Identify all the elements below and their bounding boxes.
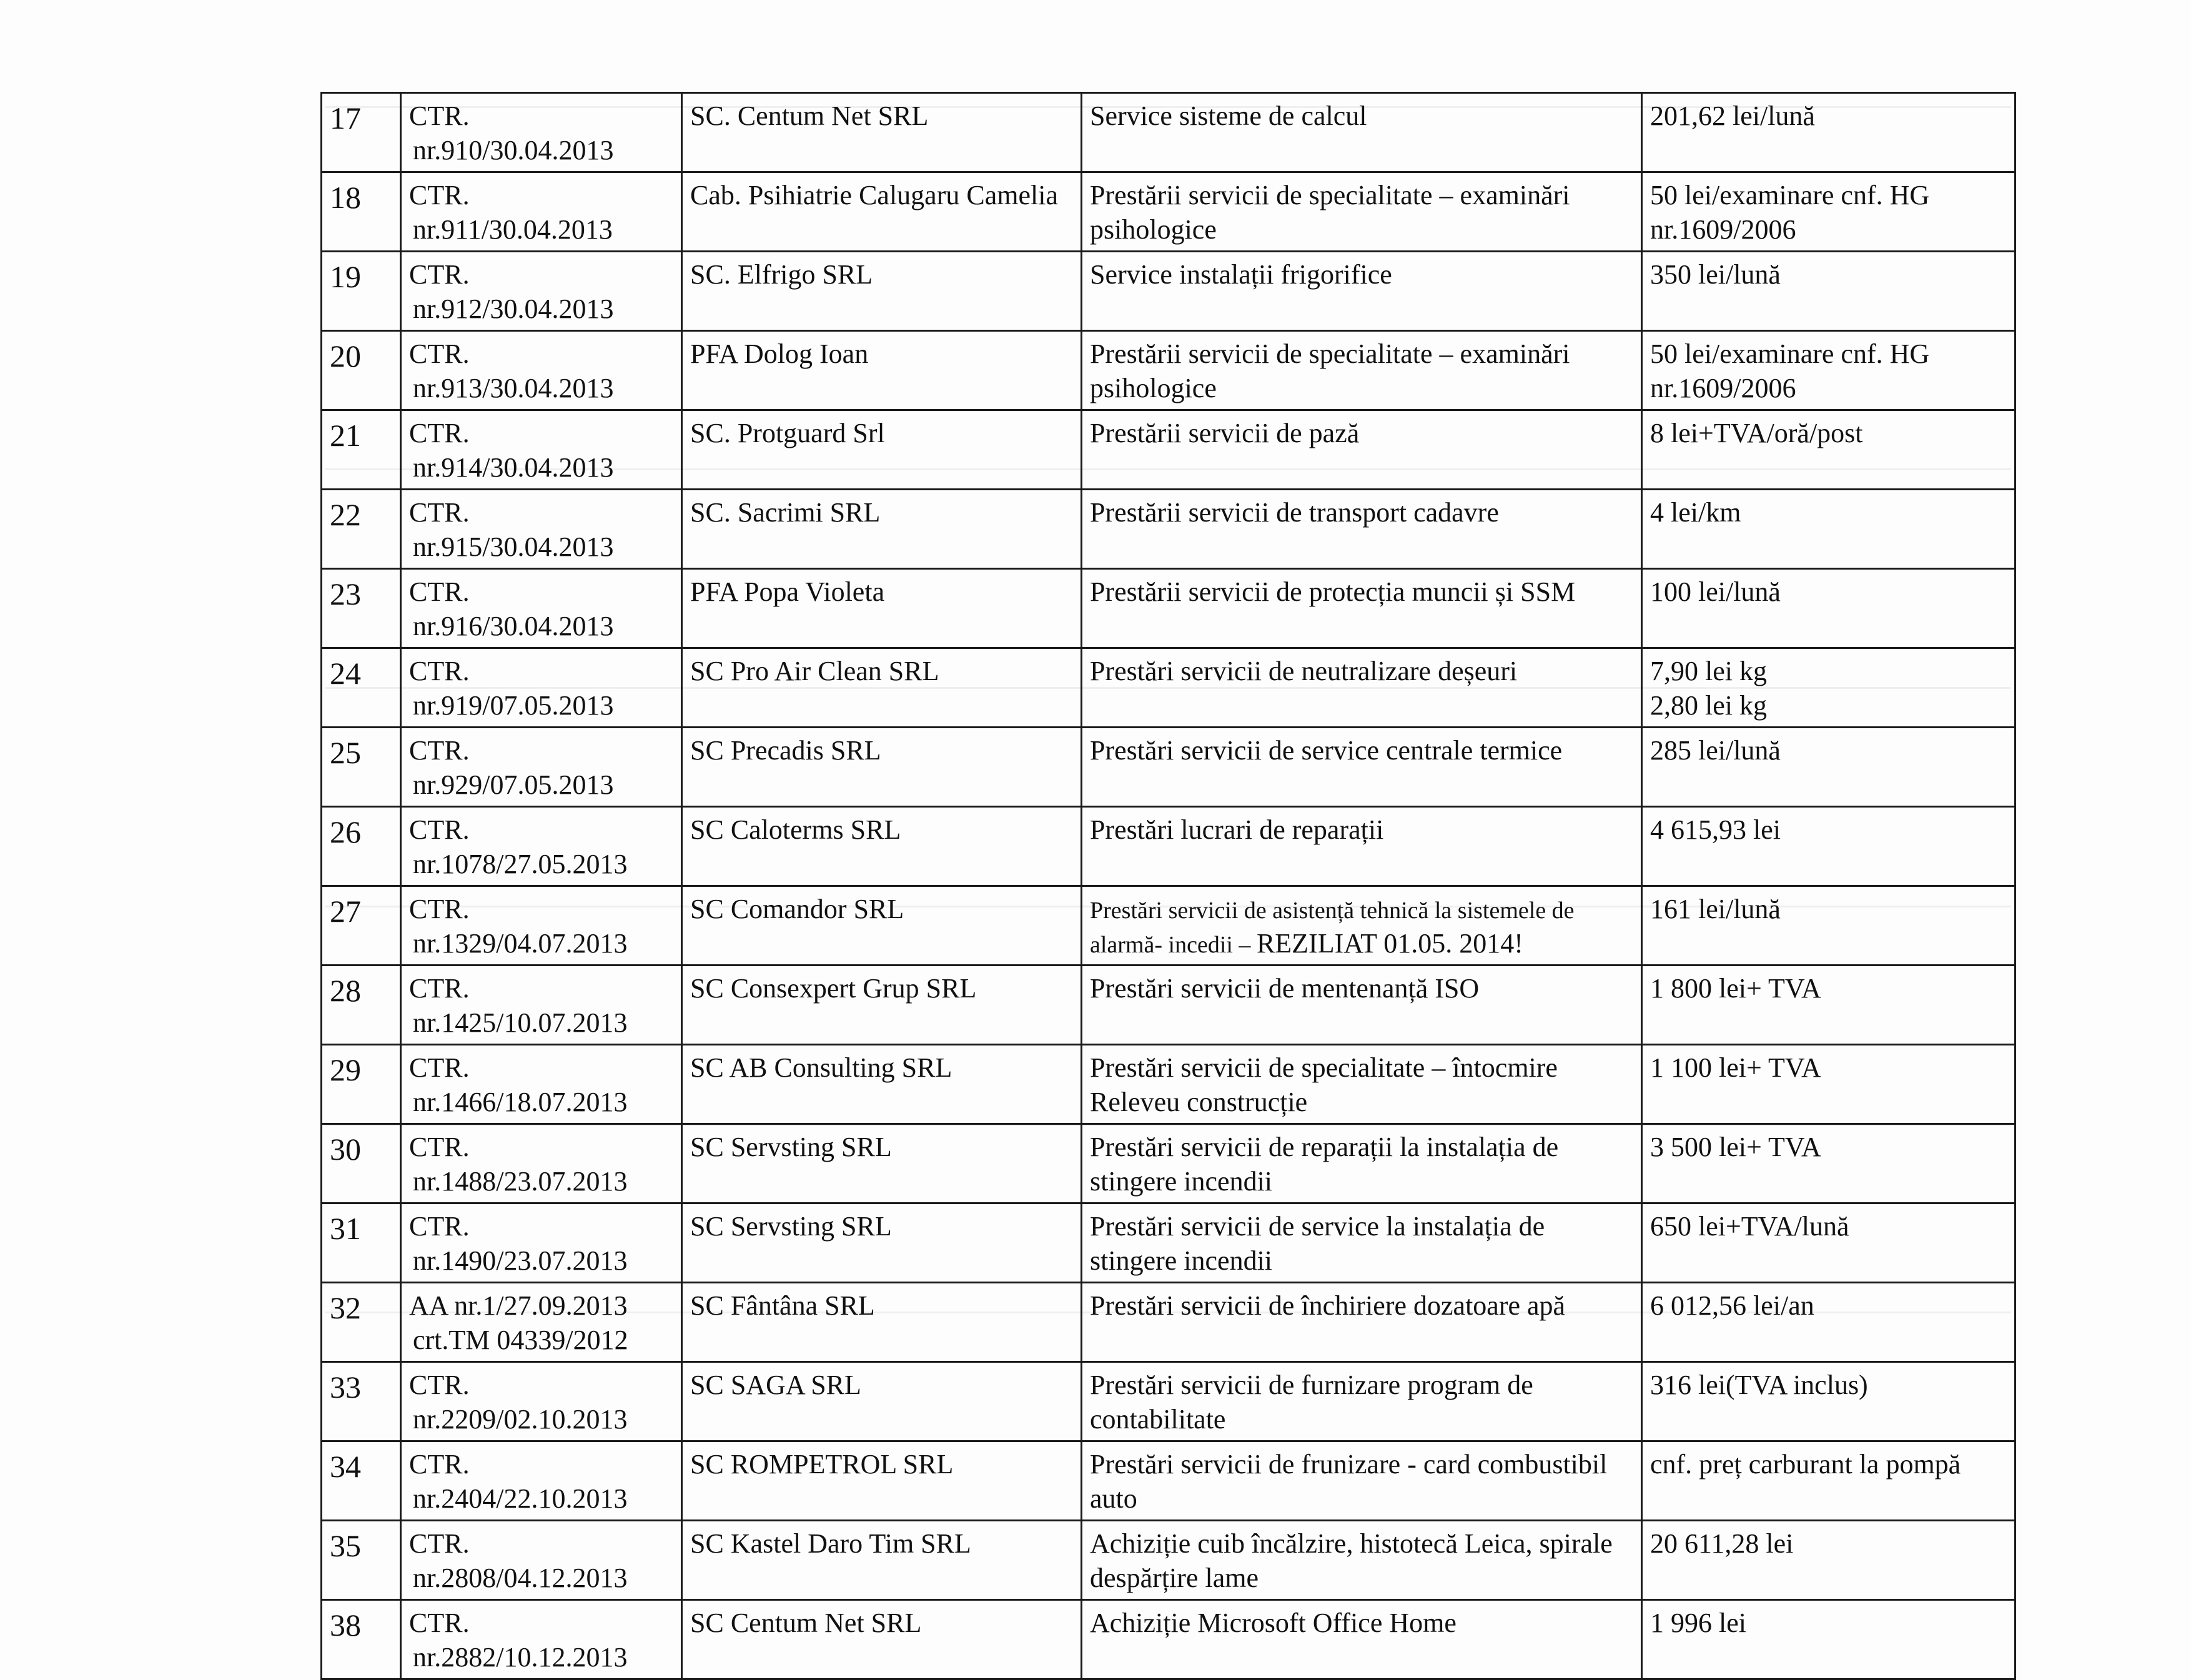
contract-object xyxy=(1082,648,1642,728)
contract-object-text: Achiziție Microsoft Office Home xyxy=(1090,1608,1457,1638)
row-number: 23 xyxy=(322,569,401,648)
company-name: SC. Centum Net SRL xyxy=(682,93,1082,172)
contract-reference: nr.2404/22.10.2013 xyxy=(413,1483,628,1514)
contract-reference: nr.912/30.04.2013 xyxy=(413,294,614,324)
contract-object xyxy=(1082,807,1642,886)
contract-number-cell xyxy=(401,648,682,728)
company-name: SC Fântâna SRL xyxy=(682,1283,1082,1362)
contract-number-cell xyxy=(401,728,682,807)
contract-value xyxy=(1642,252,2015,331)
contract-object xyxy=(1082,1441,1642,1521)
contract-object xyxy=(1082,728,1642,807)
table-row xyxy=(322,331,2015,410)
contract-type: CTR. xyxy=(409,973,470,1004)
contract-value-text: 1 100 lei+ TVA xyxy=(1650,1052,1821,1083)
table-row xyxy=(322,93,2015,172)
company-name: SC ROMPETROL SRL xyxy=(682,1441,1082,1521)
contract-reference: nr.2209/02.10.2013 xyxy=(413,1404,628,1435)
contract-reference: nr.1425/10.07.2013 xyxy=(413,1007,628,1038)
contract-value xyxy=(1642,886,2015,966)
contract-number-cell xyxy=(401,1441,682,1521)
contract-value-text: 100 lei/lună xyxy=(1650,576,1781,607)
table-row xyxy=(322,569,2015,648)
table-row xyxy=(322,648,2015,728)
contract-type: CTR. xyxy=(409,338,470,369)
row-number: 29 xyxy=(322,1045,401,1124)
contract-object xyxy=(1082,1283,1642,1362)
contract-type: CTR. xyxy=(409,497,470,528)
contract-object xyxy=(1082,252,1642,331)
contract-reference: nr.1466/18.07.2013 xyxy=(413,1087,628,1117)
company-name: SC. Sacrimi SRL xyxy=(682,490,1082,569)
contract-value xyxy=(1642,1521,2015,1600)
contract-reference: nr.911/30.04.2013 xyxy=(413,214,613,245)
contract-type: CTR. xyxy=(409,101,470,131)
contract-type: AA nr.1/27.09.2013 xyxy=(409,1290,628,1321)
table-row xyxy=(322,1283,2015,1362)
contract-reference: nr.919/07.05.2013 xyxy=(413,690,614,721)
contract-type: CTR. xyxy=(409,1132,470,1162)
contract-value-text: 4 615,93 lei xyxy=(1650,814,1781,845)
contract-value-text: 7,90 lei kg xyxy=(1650,656,1767,686)
contract-number-cell xyxy=(401,172,682,252)
company-name: SC Centum Net SRL xyxy=(682,1600,1082,1679)
contract-object-text: Service sisteme de calcul xyxy=(1090,101,1367,131)
row-number: 34 xyxy=(322,1441,401,1521)
contract-number-cell xyxy=(401,1124,682,1203)
contract-object xyxy=(1082,93,1642,172)
contract-object-text: Prestării servicii de specialitate – examinări psihologice xyxy=(1090,180,1570,245)
contract-type: CTR. xyxy=(409,814,470,845)
row-number: 33 xyxy=(322,1362,401,1441)
contract-reference: nr.915/30.04.2013 xyxy=(413,531,614,562)
contract-number-cell xyxy=(401,1521,682,1600)
contract-value xyxy=(1642,648,2015,728)
contract-value-text: 6 012,56 lei/an xyxy=(1650,1290,1814,1321)
row-number: 20 xyxy=(322,331,401,410)
contract-value xyxy=(1642,1283,2015,1362)
contract-type: CTR. xyxy=(409,1370,470,1400)
contract-value xyxy=(1642,1362,2015,1441)
contract-value-text: 285 lei/lună xyxy=(1650,735,1781,766)
contract-object-text: Prestări servicii de frunizare - card combustibil auto xyxy=(1090,1449,1608,1514)
row-number: 25 xyxy=(322,728,401,807)
contract-value xyxy=(1642,1045,2015,1124)
row-number: 35 xyxy=(322,1521,401,1600)
row-number: 31 xyxy=(322,1203,401,1283)
table-row xyxy=(322,1045,2015,1124)
company-name: SC SAGA SRL xyxy=(682,1362,1082,1441)
table-row xyxy=(322,410,2015,490)
contract-type: CTR. xyxy=(409,735,470,766)
company-name: SC AB Consulting SRL xyxy=(682,1045,1082,1124)
company-name: SC Consexpert Grup SRL xyxy=(682,966,1082,1045)
contract-object xyxy=(1082,410,1642,490)
company-name: SC Servsting SRL xyxy=(682,1124,1082,1203)
row-number: 22 xyxy=(322,490,401,569)
table-row xyxy=(322,886,2015,966)
contract-number-cell xyxy=(401,807,682,886)
table-row xyxy=(322,1441,2015,1521)
contract-number-cell xyxy=(401,1203,682,1283)
contract-type: CTR. xyxy=(409,1052,470,1083)
contract-object-text: Service instalații frigorifice xyxy=(1090,259,1392,290)
contract-object-text: Prestări servicii de reparații la instalația de stingere incendii xyxy=(1090,1132,1559,1197)
contract-value-text: 650 lei+TVA/lună xyxy=(1650,1211,1849,1242)
contract-object-text: Prestări servicii de service la instalația de stingere incendii xyxy=(1090,1211,1545,1276)
contract-number-cell xyxy=(401,93,682,172)
contract-value-text: 201,62 lei/lună xyxy=(1650,101,1815,131)
contract-object xyxy=(1082,1045,1642,1124)
termination-note: REZILIAT 01.05. 2014! xyxy=(1256,928,1523,959)
contract-type: CTR. xyxy=(409,180,470,210)
contract-reference: nr.913/30.04.2013 xyxy=(413,373,614,403)
contract-value xyxy=(1642,966,2015,1045)
table-row xyxy=(322,490,2015,569)
contract-number-cell xyxy=(401,1362,682,1441)
contract-value xyxy=(1642,1441,2015,1521)
row-number: 18 xyxy=(322,172,401,252)
row-number: 24 xyxy=(322,648,401,728)
company-name: SC. Elfrigo SRL xyxy=(682,252,1082,331)
contract-value-text: 50 lei/examinare cnf. HG nr.1609/2006 xyxy=(1650,338,1930,403)
contract-number-cell xyxy=(401,966,682,1045)
company-name: PFA Popa Violeta xyxy=(682,569,1082,648)
row-number: 30 xyxy=(322,1124,401,1203)
contracts-table-body xyxy=(322,93,2015,1679)
contract-object xyxy=(1082,1600,1642,1679)
contract-number-cell xyxy=(401,569,682,648)
table-row xyxy=(322,1203,2015,1283)
contract-type: CTR. xyxy=(409,1211,470,1242)
contract-object-text: Prestări servicii de furnizare program de contabilitate xyxy=(1090,1370,1533,1435)
contract-reference: nr.914/30.04.2013 xyxy=(413,452,614,483)
company-name: SC Comandor SRL xyxy=(682,886,1082,966)
row-number: 19 xyxy=(322,252,401,331)
company-name: SC Caloterms SRL xyxy=(682,807,1082,886)
contract-reference: nr.910/30.04.2013 xyxy=(413,135,614,166)
contract-value xyxy=(1642,1124,2015,1203)
contract-type: CTR. xyxy=(409,576,470,607)
contract-value xyxy=(1642,410,2015,490)
table-row xyxy=(322,172,2015,252)
contract-object-text: Prestări servicii de mentenanță ISO xyxy=(1090,973,1480,1004)
contract-object xyxy=(1082,490,1642,569)
contract-object xyxy=(1082,1124,1642,1203)
company-name: Cab. Psihiatrie Calugaru Camelia xyxy=(682,172,1082,252)
contract-value-text: 3 500 lei+ TVA xyxy=(1650,1132,1821,1162)
contract-number-cell xyxy=(401,331,682,410)
company-name: SC. Protguard Srl xyxy=(682,410,1082,490)
contract-type: CTR. xyxy=(409,259,470,290)
contract-object-text: Prestări servicii de închiriere dozatoare apă xyxy=(1090,1290,1566,1321)
contract-value-text: 20 611,28 lei xyxy=(1650,1528,1794,1559)
contract-object-text: Prestării servicii de pază xyxy=(1090,418,1360,448)
contract-object-text: Prestării servicii de specialitate – examinări psihologice xyxy=(1090,338,1570,403)
contract-value xyxy=(1642,172,2015,252)
contract-value-text: cnf. preț carburant la pompă xyxy=(1650,1449,1961,1480)
contract-reference: nr.1490/23.07.2013 xyxy=(413,1245,628,1276)
contract-number-cell xyxy=(401,410,682,490)
row-number: 17 xyxy=(322,93,401,172)
contract-value-text: 350 lei/lună xyxy=(1650,259,1781,290)
contract-number-cell xyxy=(401,886,682,966)
contract-value xyxy=(1642,490,2015,569)
company-name: SC Precadis SRL xyxy=(682,728,1082,807)
contract-number-cell xyxy=(401,490,682,569)
contract-reference: nr.1329/04.07.2013 xyxy=(413,928,628,959)
contract-value xyxy=(1642,331,2015,410)
table-row xyxy=(322,807,2015,886)
contract-object xyxy=(1082,1203,1642,1283)
contract-value xyxy=(1642,807,2015,886)
contract-object-text: Prestări lucrari de reparații xyxy=(1090,814,1384,845)
contract-value-text: 1 800 lei+ TVA xyxy=(1650,973,1821,1004)
table-row xyxy=(322,1521,2015,1600)
row-number: 26 xyxy=(322,807,401,886)
contract-type: CTR. xyxy=(409,894,470,924)
contract-object xyxy=(1082,172,1642,252)
contract-value-text: 1 996 lei xyxy=(1650,1608,1746,1638)
contract-reference: nr.929/07.05.2013 xyxy=(413,769,614,800)
company-name: SC Kastel Daro Tim SRL xyxy=(682,1521,1082,1600)
table-row xyxy=(322,728,2015,807)
contract-number-cell xyxy=(401,1045,682,1124)
contract-number-cell xyxy=(401,1600,682,1679)
contract-object-text: Prestării servicii de transport cadavre xyxy=(1090,497,1499,528)
row-number: 32 xyxy=(322,1283,401,1362)
contract-value xyxy=(1642,1600,2015,1679)
company-name: PFA Dolog Ioan xyxy=(682,331,1082,410)
contract-object xyxy=(1082,1521,1642,1600)
row-number: 38 xyxy=(322,1600,401,1679)
table-row xyxy=(322,966,2015,1045)
contract-object-text: Achiziție cuib încălzire, histotecă Leica, spirale despărțire lame xyxy=(1090,1528,1613,1593)
contract-value xyxy=(1642,569,2015,648)
contract-value-text: 8 lei+TVA/oră/post xyxy=(1650,418,1863,448)
table-row xyxy=(322,1600,2015,1679)
contract-object xyxy=(1082,569,1642,648)
contract-object xyxy=(1082,886,1642,966)
contract-value xyxy=(1642,1203,2015,1283)
contract-value-text: 50 lei/examinare cnf. HG nr.1609/2006 xyxy=(1650,180,1930,245)
contract-reference: nr.1488/23.07.2013 xyxy=(413,1166,628,1197)
company-name: SC Servsting SRL xyxy=(682,1203,1082,1283)
contract-value-text: 4 lei/km xyxy=(1650,497,1741,528)
company-name: SC Pro Air Clean SRL xyxy=(682,648,1082,728)
contract-number-cell xyxy=(401,252,682,331)
table-row xyxy=(322,1362,2015,1441)
contract-reference: nr.2882/10.12.2013 xyxy=(413,1642,628,1673)
row-number: 21 xyxy=(322,410,401,490)
contract-reference: nr.916/30.04.2013 xyxy=(413,611,614,641)
table-row xyxy=(322,252,2015,331)
contract-object xyxy=(1082,331,1642,410)
contract-type: CTR. xyxy=(409,418,470,448)
contract-value-text: 161 lei/lună xyxy=(1650,894,1781,924)
contract-type: CTR. xyxy=(409,1449,470,1480)
contract-value xyxy=(1642,93,2015,172)
contract-reference: nr.1078/27.05.2013 xyxy=(413,849,628,879)
contract-type: CTR. xyxy=(409,1528,470,1559)
row-number: 28 xyxy=(322,966,401,1045)
contract-object-text: Prestări servicii de specialitate – întocmire Releveu construcție xyxy=(1090,1052,1558,1117)
contract-type: CTR. xyxy=(409,656,470,686)
contract-value-secondary: 2,80 lei kg xyxy=(1650,690,1767,721)
contract-object-text: Prestări servicii de service centrale termice xyxy=(1090,735,1563,766)
contract-object-text: Prestării servicii de protecția muncii și SSM xyxy=(1090,576,1576,607)
contract-type: CTR. xyxy=(409,1608,470,1638)
contracts-table xyxy=(320,92,2016,1680)
contract-reference: crt.TM 04339/2012 xyxy=(413,1325,628,1355)
row-number: 27 xyxy=(322,886,401,966)
contract-reference: nr.2808/04.12.2013 xyxy=(413,1563,628,1593)
contract-object xyxy=(1082,1362,1642,1441)
contract-object xyxy=(1082,966,1642,1045)
contract-value-text: 316 lei(TVA inclus) xyxy=(1650,1370,1868,1400)
contract-number-cell xyxy=(401,1283,682,1362)
contract-object-text: Prestări servicii de neutralizare deșeuri xyxy=(1090,656,1518,686)
contract-object-text: Prestări servicii de asistență tehnică la sistemele de alarmă- incedii – xyxy=(1090,897,1575,958)
contract-value xyxy=(1642,728,2015,807)
table-row xyxy=(322,1124,2015,1203)
